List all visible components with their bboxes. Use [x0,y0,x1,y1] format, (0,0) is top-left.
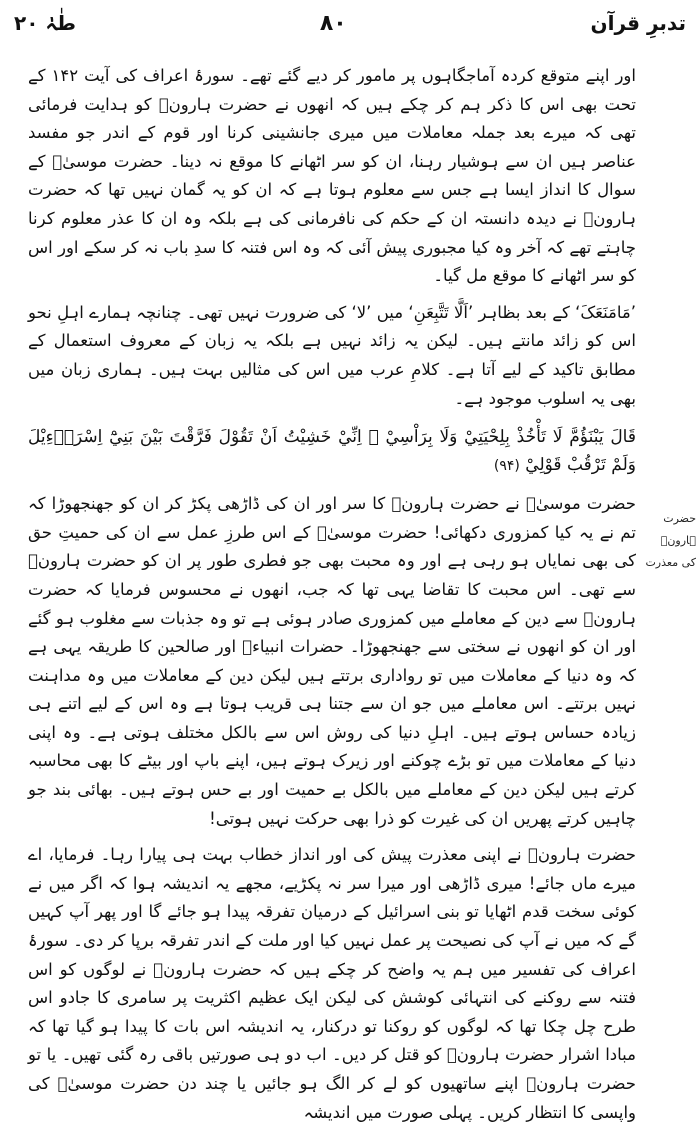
verse-number: (۹۴) [493,458,520,475]
page-header [14,6,686,40]
verse-text: قَالَ يَبْنَؤُمَّ لَا تَأْخُذْ بِلِحْيَتِيْ وَلَا بِرَاْسِيْ ۚ اِنِّيْ خَشِيْتُ اَنْ تَقُوْلَ فَرَّقْتَ بَيْنَ بَنِيْٓ اِسْرَاۗءِيْلَ وَلَمْ تَرْقُبْ قَوْلِيْ [28,427,636,476]
paragraph-1: اور اپنے متوقع کردہ آماجگاہوں پر مامور کر دیے گئے تھے۔ سورۂ اعراف کی آیت ۱۴۲ کے تحت بھی اس کا ذکر ہم کر چکے ہیں کہ انھوں نے حضرت ہارونؑ کو ہدایت فرمائی تھی کہ میرے بعد جملہ معاملات میں میری جانشینی کرنا اور قوم کے اندر جو مفسد عناصر ہیں ان سے ہوشیار رہنا، ان کو سر اٹھانے کا موقع نہ دینا۔ حضرت موسیٰؑ کے سوال کا انداز ایسا ہے جس سے معلوم ہوتا ہے کہ ان کو یہ گمان نہیں تھا کہ حضرت ہارونؑ نے دیدہ دانستہ ان کے حکم کی نافرمانی کی ہے بلکہ وہ ان کا عذر معلوم کرنا چاہتے تھے کہ آخر وہ کیا مجبوری پیش آئی کہ وہ اس فتنہ کا سدِ باب نہ کر سکے اور اس کو سر اٹھانے کا موقع مل گیا۔ [28,66,636,286]
margin-note-line2: کی معذرت [645,556,696,569]
paragraph-3: حضرت موسیٰؑ نے حضرت ہارونؑ کا سر اور ان کی ڈاڑھی پکڑ کر ان کو جھنجھوڑا کہ تم نے یہ کیا کمزوری دکھائی! حضرت موسیٰؑ کے اس طرزِ عمل سے ان کی حمیتِ حق کی بھی نمایاں ہو رہی ہے اور وہ محبت بھی جو فطری طور پر ان کو حضرت ہارونؑ سے تھی۔ اس محبت کا تقاضا یہی تھا کہ جب، انھوں نے محسوس فرمایا کہ حضرت ہارونؑ سے دین کے معاملے میں کمزوری صادر ہوئی ہے تو وہ جذبات سے مغلوب ہو گئے اور ان کو انھوں نے سختی سے جھنجھوڑا۔ حضرات انبیاءؑ اور صالحین کا طریقہ یہی ہے کہ وہ دنیا کے معاملات میں تو رواداری برتتے ہیں لیکن دین کے معاملات میں وہ مداہنت نہیں برتتے۔ اس معاملے میں جو ان سے جتنا ہی قریب ہوتا ہے وہ اس کے لیے اتنے ہی زیادہ حساس ہوتے ہیں۔ اہلِ دنیا کی روش اس سے بالکل مختلف ہوتی ہے۔ وہ اپنی دنیا کے معاملات میں تو بڑے چوکنے اور زیرک ہوتے ہیں، اپنے باپ اور بیٹے کا بھی محاسبہ کرتے ہیں لیکن دین کے معاملے میں بالکل بے حمیت اور بے حس ہوتے ہیں۔ بھائی بند جو چاہیں کرتے پھریں ان کی غیرت کو ذرا بھی حرکت نہیں ہوتی! [28,494,636,828]
paragraph-4: حضرت ہارونؑ نے اپنی معذرت پیش کی اور انداز خطاب بہت ہی پیارا رہا۔ فرمایا، اے میرے ماں جائے! میری ڈاڑھی اور میرا سر نہ پکڑیے، مجھے یہ اندیشہ ہوا کہ اگر میں نے کوئی سخت قدم اٹھایا تو بنی اسرائیل کے درمیان تفرقہ پیدا ہو جائے گا اور پھر آپ کہیں گے کہ میں نے آپ کی نصیحت پر عمل نہیں کیا اور ملت کے اندر تفرقہ برپا کر دی۔ سورۂ اعراف کی تفسیر میں ہم یہ واضح کر چکے ہیں کہ حضرت ہارونؑ نے لوگوں کو اس فتنہ سے روکنے کی انتہائی کوشش کی لیکن ایک عظیم اکثریت پر سامری کا جادو اس طرح چل چکا تھا کہ لوگوں کو روکنا تو درکنار، یہ اندیشہ اس بات کا پیدا ہو گیا تھا کہ مبادا اشرار حضرت ہارونؑ کو قتل کر دیں۔ اب دو ہی صورتیں باقی رہ گئی تھیں۔ یا تو حضرت ہارونؑ اپنے ساتھیوں کو لے کر الگ ہو جائیں یا چند دن حضرت موسیٰؑ کی واپسی کا انتظار کریں۔ پہلی صورت میں اندیشہ [28,845,636,1122]
margin-note-line1: حضرت ہارونؑ [660,512,696,547]
margin-note [640,508,696,574]
main-text [28,62,636,1135]
book-title: تدبرِ قرآن [590,11,686,35]
quran-verse [28,423,636,480]
page-number: ۸۰ [319,10,347,36]
surah-label: طٰہٰ ۲۰ [14,11,76,35]
paragraph-2: ’مَامَنَعَکَ‘ کے بعد بظاہر ’اَلَّا تَتَّبِعَنِ‘ میں ’لا‘ کی ضرورت نہیں تھی۔ چنانچہ ہمارے اہلِ نحو اس کو زائد مانتے ہیں۔ لیکن یہ زائد نہیں ہے بلکہ یہ زبان کے معروف استعمال کے مطابق تاکید کے لیے آتا ہے۔ کلامِ عرب میں اس کی مثالیں بہت ہیں۔ ہماری زبان میں بھی یہ اسلوب موجود ہے۔ [28,302,636,408]
